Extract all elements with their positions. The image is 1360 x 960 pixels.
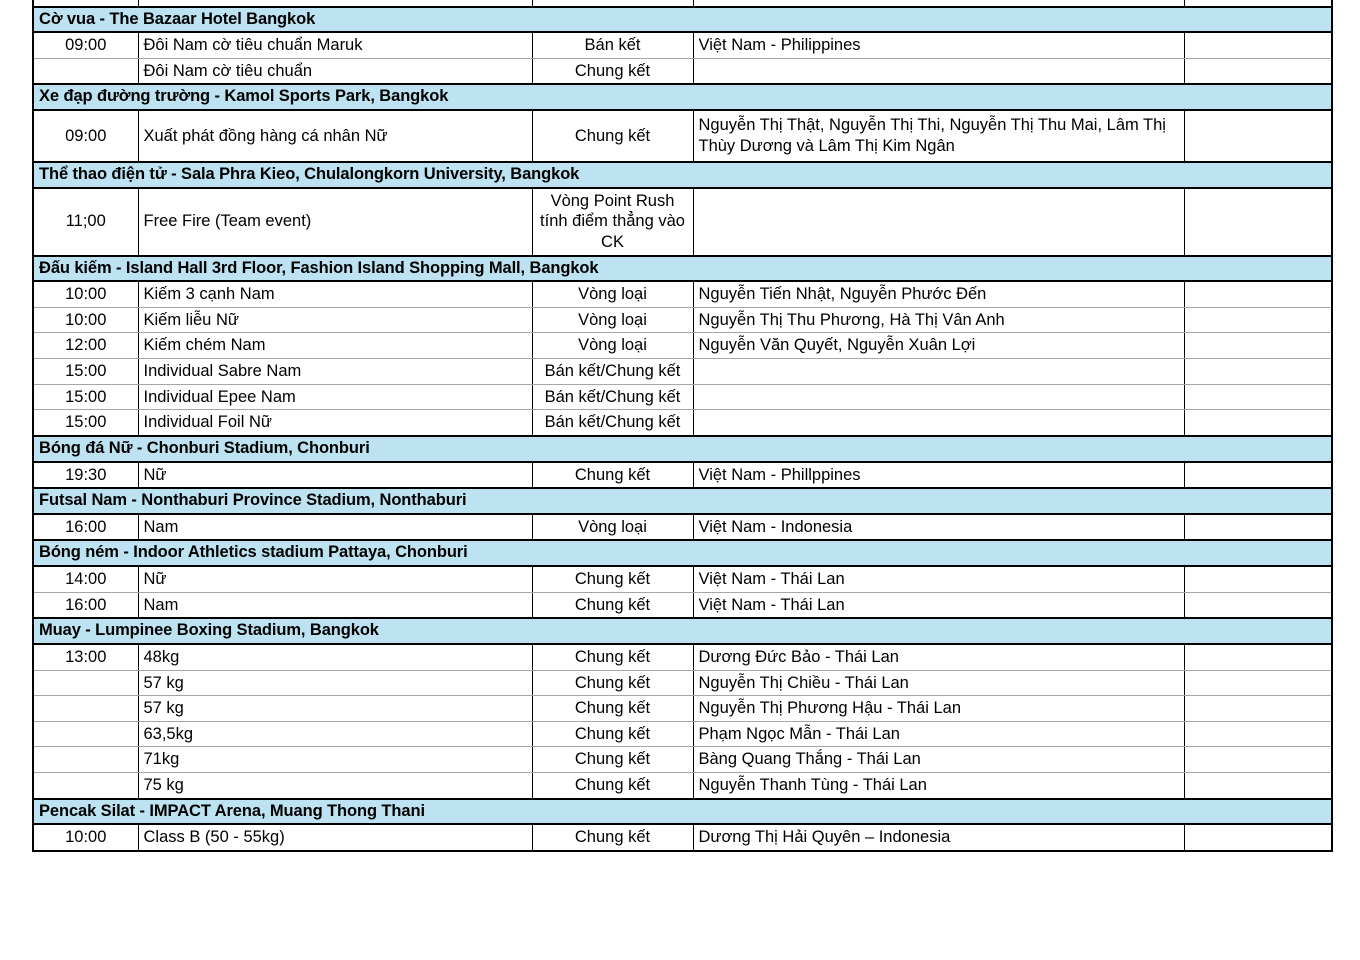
row-round-cell: Vòng loại [532, 307, 693, 333]
section-header-row [33, 618, 1332, 644]
row-round-cell: Chung kết [532, 110, 693, 162]
competition-schedule-table [32, 0, 1333, 852]
section-header-row [33, 162, 1332, 188]
row-event-cell: Nữ [138, 566, 532, 592]
row-event-cell: Nam [138, 592, 532, 618]
section-header-row [33, 799, 1332, 825]
row-round-cell: Vòng Point Rush tính điểm thẳng vào CK [532, 188, 693, 256]
row-time-cell: 10:00 [33, 307, 138, 333]
row-extra-cell [1184, 359, 1332, 385]
row-extra-cell [1184, 592, 1332, 618]
section-header-label: Đấu kiếm - Island Hall 3rd Floor, Fashion Island Shopping Mall, Bangkok [33, 256, 1332, 282]
row-time-cell [33, 773, 138, 799]
section-header-row [33, 436, 1332, 462]
table-row [33, 359, 1332, 385]
row-time-cell: 10:00 [33, 281, 138, 307]
row-event-cell: Individual Epee Nam [138, 384, 532, 410]
row-athletes-cell: Nguyễn Tiến Nhật, Nguyễn Phước Đến [693, 281, 1184, 307]
row-extra-cell [1184, 773, 1332, 799]
section-header-row [33, 7, 1332, 33]
row-event-cell: Đôi Nam cờ tiêu chuẩn Maruk [138, 32, 532, 58]
row-time-cell: 16:00 [33, 514, 138, 541]
row-time-cell [33, 58, 138, 84]
schedule-sheet [32, 0, 1331, 852]
row-event-cell: Kiếm chém Nam [138, 333, 532, 359]
section-header-label: Pencak Silat - IMPACT Arena, Muang Thong Thani [33, 799, 1332, 825]
row-event-cell: Individual Foil Nữ [138, 410, 532, 436]
row-round-cell: Chung kết [532, 721, 693, 747]
row-extra-cell [1184, 696, 1332, 722]
section-header-label: Muay - Lumpinee Boxing Stadium, Bangkok [33, 618, 1332, 644]
row-extra-cell [1184, 384, 1332, 410]
row-event-cell: 48kg [138, 644, 532, 670]
row-athletes-cell: Nguyễn Thị Chiều - Thái Lan [693, 670, 1184, 696]
table-row [33, 333, 1332, 359]
row-time-cell: 12:00 [33, 333, 138, 359]
row-athletes-cell: Việt Nam - Thái Lan [693, 592, 1184, 618]
row-event-cell: Kiếm 3 cạnh Nam [138, 281, 532, 307]
table-row [33, 384, 1332, 410]
row-round-cell: Bán kết/Chung kết [532, 359, 693, 385]
row-time-cell [33, 721, 138, 747]
row-round-cell: Chung kết [532, 696, 693, 722]
row-extra-cell [1184, 281, 1332, 307]
row-athletes-cell: Nguyễn Thị Thật, Nguyễn Thị Thi, Nguyễn Thị Thu Mai, Lâm Thị Thùy Dương và Lâm Thị Kim Ngân [693, 110, 1184, 162]
row-extra-cell [1184, 514, 1332, 541]
row-time-cell: 14:00 [33, 566, 138, 592]
table-row [33, 58, 1332, 84]
row-extra-cell [1184, 410, 1332, 436]
section-header-row [33, 488, 1332, 514]
section-header-label: Cờ vua - The Bazaar Hotel Bangkok [33, 7, 1332, 33]
section-header-row [33, 256, 1332, 282]
table-row [33, 188, 1332, 256]
row-round-cell: Chung kết [532, 747, 693, 773]
section-header-label: Thể thao điện tử - Sala Phra Kieo, Chulalongkorn University, Bangkok [33, 162, 1332, 188]
section-header-label: Xe đạp đường trường - Kamol Sports Park, Bangkok [33, 84, 1332, 110]
table-row [33, 281, 1332, 307]
row-event-cell: Đôi Nam cờ tiêu chuẩn [138, 58, 532, 84]
section-header-row [33, 540, 1332, 566]
row-extra-cell [1184, 644, 1332, 670]
row-round-cell: Vòng loại [532, 281, 693, 307]
row-extra-cell [1184, 307, 1332, 333]
row-time-cell: 15:00 [33, 384, 138, 410]
row-athletes-cell: Bàng Quang Thắng - Thái Lan [693, 747, 1184, 773]
row-time-cell [33, 670, 138, 696]
section-header-label: Bóng ném - Indoor Athletics stadium Pattaya, Chonburi [33, 540, 1332, 566]
row-round-cell: Chung kết [532, 592, 693, 618]
row-time-cell: 19:30 [33, 462, 138, 489]
row-event-cell: Class B (50 - 55kg) [138, 824, 532, 851]
row-extra-cell [1184, 58, 1332, 84]
row-athletes-cell [693, 58, 1184, 84]
table-row [33, 773, 1332, 799]
row-time-cell: 15:00 [33, 410, 138, 436]
row-time-cell: 09:00 [33, 110, 138, 162]
row-event-cell: Nữ [138, 462, 532, 489]
row-athletes-cell: Nguyễn Thanh Tùng - Thái Lan [693, 773, 1184, 799]
row-round-cell: Chung kết [532, 644, 693, 670]
row-event-cell: 57 kg [138, 696, 532, 722]
row-extra-cell [1184, 462, 1332, 489]
row-round-cell: Chung kết [532, 58, 693, 84]
row-time-cell: 10:00 [33, 824, 138, 851]
table-row [33, 110, 1332, 162]
row-round-cell: Chung kết [532, 462, 693, 489]
row-event-cell: 71kg [138, 747, 532, 773]
row-event-cell: 57 kg [138, 670, 532, 696]
row-extra-cell [1184, 188, 1332, 256]
row-time-cell: 09:00 [33, 32, 138, 58]
row-round-cell: Chung kết [532, 670, 693, 696]
row-round-cell: Chung kết [532, 773, 693, 799]
row-extra-cell [1184, 110, 1332, 162]
row-extra-cell [1184, 824, 1332, 851]
row-extra-cell [1184, 670, 1332, 696]
schedule-body [33, 0, 1332, 851]
row-athletes-cell: Dương Thị Hải Quyên – Indonesia [693, 824, 1184, 851]
row-extra-cell [1184, 333, 1332, 359]
row-athletes-cell [693, 410, 1184, 436]
table-row [33, 644, 1332, 670]
table-row [33, 462, 1332, 489]
row-athletes-cell: Nguyễn Văn Quyết, Nguyễn Xuân Lợi [693, 333, 1184, 359]
row-time-cell: 13:00 [33, 644, 138, 670]
row-time-cell: 16:00 [33, 592, 138, 618]
table-row [33, 747, 1332, 773]
row-athletes-cell: Việt Nam - Philippines [693, 32, 1184, 58]
row-round-cell: Vòng loại [532, 514, 693, 541]
table-row [33, 824, 1332, 851]
row-athletes-cell: Phạm Ngọc Mẫn - Thái Lan [693, 721, 1184, 747]
row-time-cell [33, 747, 138, 773]
row-time-cell: 11;00 [33, 188, 138, 256]
row-athletes-cell: Dương Đức Bảo - Thái Lan [693, 644, 1184, 670]
row-extra-cell [1184, 721, 1332, 747]
table-row [33, 670, 1332, 696]
row-extra-cell [1184, 566, 1332, 592]
row-event-cell: Xuất phát đồng hàng cá nhân Nữ [138, 110, 532, 162]
table-row [33, 696, 1332, 722]
row-time-cell: 15:00 [33, 359, 138, 385]
row-athletes-cell: Việt Nam - Phillppines [693, 462, 1184, 489]
row-athletes-cell: Việt Nam - Thái Lan [693, 566, 1184, 592]
row-athletes-cell: Việt Nam - Indonesia [693, 514, 1184, 541]
row-athletes-cell [693, 188, 1184, 256]
row-round-cell: Vòng loại [532, 333, 693, 359]
row-round-cell: Chung kết [532, 566, 693, 592]
row-athletes-cell [693, 384, 1184, 410]
table-row [33, 32, 1332, 58]
row-event-cell: Nam [138, 514, 532, 541]
section-header-label: Bóng đá Nữ - Chonburi Stadium, Chonburi [33, 436, 1332, 462]
row-event-cell: 63,5kg [138, 721, 532, 747]
row-event-cell: Individual Sabre Nam [138, 359, 532, 385]
row-athletes-cell: Nguyễn Thị Thu Phương, Hà Thị Vân Anh [693, 307, 1184, 333]
row-time-cell [33, 696, 138, 722]
section-header-label: Futsal Nam - Nonthaburi Province Stadium, Nonthaburi [33, 488, 1332, 514]
row-event-cell: 75 kg [138, 773, 532, 799]
row-round-cell: Bán kết/Chung kết [532, 410, 693, 436]
row-event-cell: Free Fire (Team event) [138, 188, 532, 256]
table-row [33, 410, 1332, 436]
table-row [33, 721, 1332, 747]
table-row [33, 592, 1332, 618]
section-header-row [33, 84, 1332, 110]
table-row [33, 514, 1332, 541]
table-row [33, 307, 1332, 333]
row-event-cell: Kiếm liễu Nữ [138, 307, 532, 333]
table-row [33, 566, 1332, 592]
row-athletes-cell [693, 359, 1184, 385]
row-round-cell: Bán kết/Chung kết [532, 384, 693, 410]
row-extra-cell [1184, 747, 1332, 773]
row-extra-cell [1184, 32, 1332, 58]
row-round-cell: Bán kết [532, 32, 693, 58]
row-round-cell: Chung kết [532, 824, 693, 851]
row-athletes-cell: Nguyễn Thị Phương Hậu - Thái Lan [693, 696, 1184, 722]
